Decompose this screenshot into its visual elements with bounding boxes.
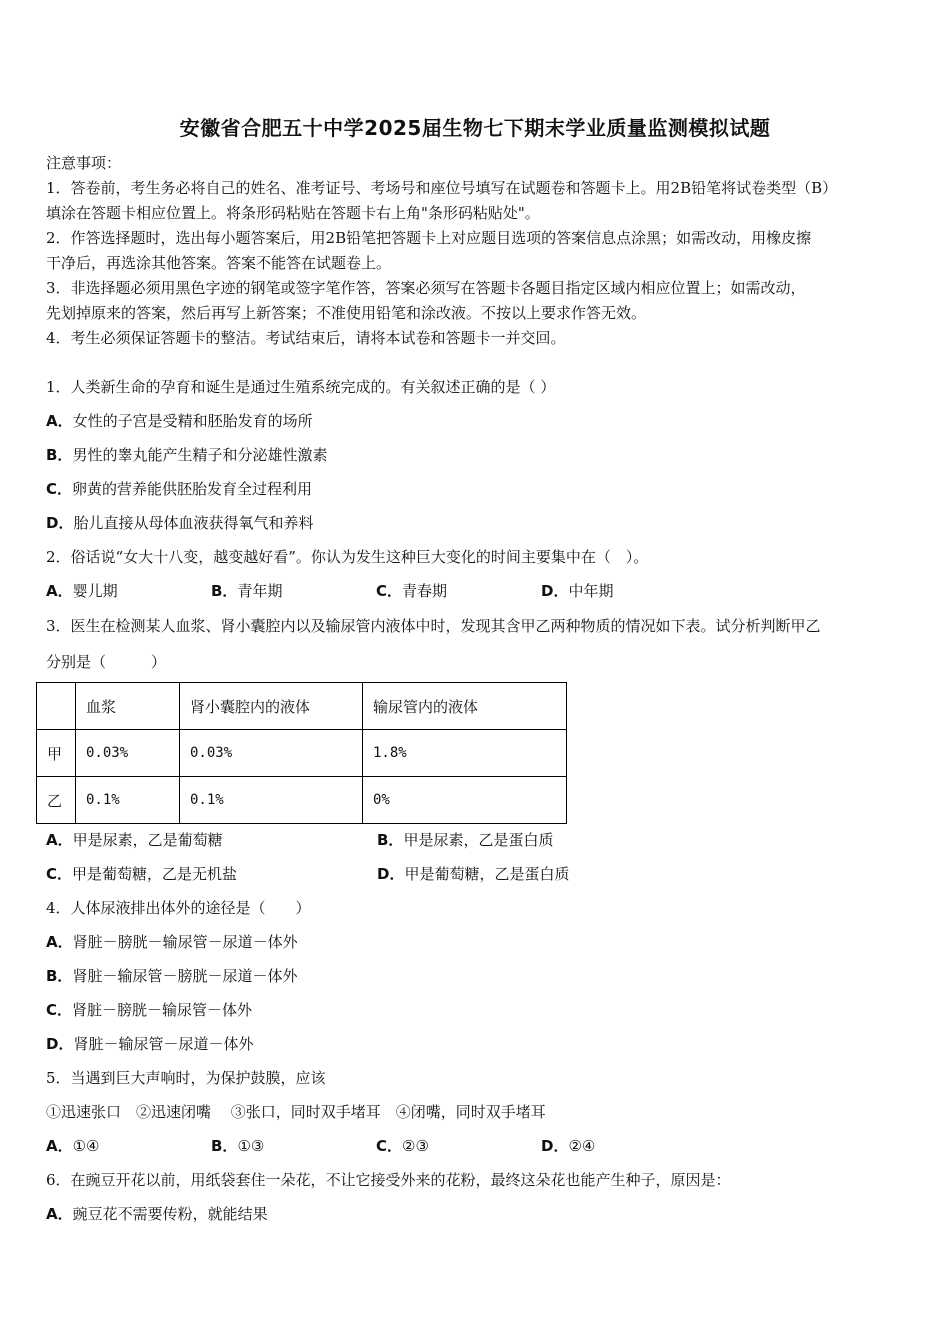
question-3-option-d	[377, 863, 569, 884]
option-text: 男性的睾丸能产生精子和分泌雄性激素	[72, 446, 328, 464]
option-text: ②④	[568, 1137, 596, 1155]
option-label: C．	[46, 480, 73, 498]
option-label: D．	[541, 1137, 569, 1155]
question-5-option-c	[376, 1135, 429, 1156]
notice-line: 3．非选择题必须用黑色字迹的钢笔或签字笔作答，答案必须写在答题卡各题目指定区域内相应位置上；如需改动，	[46, 279, 806, 297]
option-text: 青春期	[402, 582, 448, 600]
option-label: C．	[376, 582, 403, 600]
option-label: C．	[46, 865, 73, 883]
table-header-cell	[37, 683, 76, 730]
question-4-option-d	[46, 1033, 253, 1054]
question-5-stem: 5．当遇到巨大声响时，为保护鼓膜，应该	[46, 1069, 326, 1087]
page-title: 安徽省合肥五十中学2025届生物七下期末学业质量监测模拟试题	[179, 116, 771, 140]
table-row	[37, 777, 567, 824]
table-header-row	[37, 683, 567, 730]
option-label: B．	[46, 446, 73, 464]
question-2-options	[46, 580, 746, 600]
question-4-option-c	[46, 999, 252, 1020]
option-text: 女性的子宫是受精和胚胎发育的场所	[72, 412, 313, 430]
option-label: B．	[211, 1137, 238, 1155]
option-label: A．	[46, 1205, 73, 1223]
option-text: 甲是葡萄糖，乙是蛋白质	[404, 865, 570, 883]
notice-heading: 注意事项：	[46, 154, 122, 172]
table-header-cell: 血浆	[76, 683, 180, 730]
option-label: A．	[46, 1137, 73, 1155]
table-header-cell: 肾小囊腔内的液体	[180, 683, 363, 730]
question-2-option-a	[46, 580, 118, 601]
option-text: 卵黄的营养能供胚胎发育全过程利用	[72, 480, 313, 498]
option-text: 肾脏－输尿管－尿道－体外	[73, 1035, 254, 1053]
option-text: ②③	[402, 1137, 429, 1155]
option-text: 豌豆花不需要传粉，就能结果	[72, 1205, 268, 1223]
table-cell: 0.03%	[180, 730, 363, 777]
option-label: B．	[377, 831, 404, 849]
question-3-stem: 3．医生在检测某人血浆、肾小囊腔内以及输尿管内液体中时，发现其含甲乙两种物质的情况如下表。试分析判断甲乙	[46, 617, 821, 635]
option-label: C．	[376, 1137, 403, 1155]
notice-line: 先划掉原来的答案，然后再写上新答案；不准使用铅笔和涂改液。不按以上要求作答无效。	[46, 304, 647, 322]
question-1-option-c	[46, 478, 312, 499]
option-label: D．	[541, 582, 569, 600]
question-6-stem: 6．在豌豆开花以前，用纸袋套住一朵花，不让它接受外来的花粉，最终这朵花也能产生种子，原因是：	[46, 1171, 731, 1189]
question-2-option-d	[541, 580, 613, 601]
question-3-option-b	[377, 829, 553, 850]
question-5-option-b	[211, 1135, 264, 1156]
table-header-cell: 输尿管内的液体	[363, 683, 567, 730]
question-3-option-a	[46, 829, 223, 850]
option-text: 肾脏－膀胱－输尿管－尿道－体外	[72, 933, 298, 951]
question-6-option-a	[46, 1203, 268, 1224]
table-cell: 1.8%	[363, 730, 567, 777]
question-1-option-b	[46, 444, 327, 465]
question-4-option-a	[46, 931, 298, 952]
table-cell: 0%	[363, 777, 567, 824]
question-5-choices: ①迅速张口 ②迅速闭嘴 ③张口，同时双手堵耳 ④闭嘴，同时双手堵耳	[46, 1103, 546, 1121]
option-label: C．	[46, 1001, 73, 1019]
option-label: A．	[46, 412, 73, 430]
notice-line: 4．考生必须保证答题卡的整洁。考试结束后，请将本试卷和答题卡一并交回。	[46, 329, 566, 347]
option-label: A．	[46, 831, 73, 849]
table-cell: 0.1%	[76, 777, 180, 824]
notice-line: 干净后，再选涂其他答案。答案不能答在试题卷上。	[46, 254, 392, 272]
option-text: 甲是葡萄糖，乙是无机盐	[72, 865, 238, 883]
question-2-option-b	[211, 580, 282, 601]
table-cell: 甲	[37, 730, 76, 777]
question-5-option-d	[541, 1135, 595, 1156]
option-text: 甲是尿素，乙是葡萄糖	[72, 831, 223, 849]
question-5-option-a	[46, 1135, 100, 1156]
option-text: 肾脏－输尿管－膀胱－尿道－体外	[72, 967, 298, 985]
option-label: B．	[46, 967, 73, 985]
option-label: D．	[377, 865, 405, 883]
question-1-option-d	[46, 512, 313, 533]
question-3-option-c	[46, 863, 237, 884]
question-4-option-b	[46, 965, 297, 986]
option-label: B．	[211, 582, 238, 600]
option-text: 胎儿直接从母体血液获得氧气和养料	[73, 514, 314, 532]
option-text: 中年期	[568, 582, 614, 600]
notice-line: 1．答卷前，考生务必将自己的姓名、准考证号、考场号和座位号填写在试题卷和答题卡上。用2B铅笔将试卷类型（B）	[46, 179, 838, 197]
question-5-options	[46, 1135, 746, 1155]
question-3-stem-cont: 分别是（ ）	[46, 653, 167, 671]
option-text: ①④	[72, 1137, 100, 1155]
option-label: D．	[46, 1035, 74, 1053]
option-text: 肾脏－膀胱－输尿管－体外	[72, 1001, 253, 1019]
question-4-stem: 4．人体尿液排出体外的途径是（ ）	[46, 899, 311, 917]
data-table	[36, 682, 567, 824]
question-1-stem: 1．人类新生命的孕育和诞生是通过生殖系统完成的。有关叙述正确的是（ ）	[46, 378, 556, 396]
notice-line: 2．作答选择题时，选出每小题答案后，用2B铅笔把答题卡上对应题目选项的答案信息点涂黑；如需改动，用橡皮擦	[46, 229, 812, 247]
table-cell: 0.03%	[76, 730, 180, 777]
notice-line: 填涂在答题卡相应位置上。将条形码粘贴在答题卡右上角"条形码粘贴处"。	[46, 204, 540, 222]
option-text: 甲是尿素，乙是蛋白质	[403, 831, 554, 849]
option-label: A．	[46, 582, 73, 600]
option-text: 青年期	[237, 582, 283, 600]
table-cell: 乙	[37, 777, 76, 824]
question-3-options-row1	[46, 829, 746, 849]
table-row	[37, 730, 567, 777]
option-text: 婴儿期	[72, 582, 118, 600]
option-label: A．	[46, 933, 73, 951]
option-label: D．	[46, 514, 74, 532]
option-text: ①③	[237, 1137, 265, 1155]
question-2-option-c	[376, 580, 447, 601]
table-cell: 0.1%	[180, 777, 363, 824]
question-3-options-row2	[46, 863, 746, 883]
question-2-stem: 2．俗话说“女大十八变，越变越好看”。你认为发生这种巨大变化的时间主要集中在（ ）。	[46, 548, 649, 566]
question-1-option-a	[46, 410, 313, 431]
